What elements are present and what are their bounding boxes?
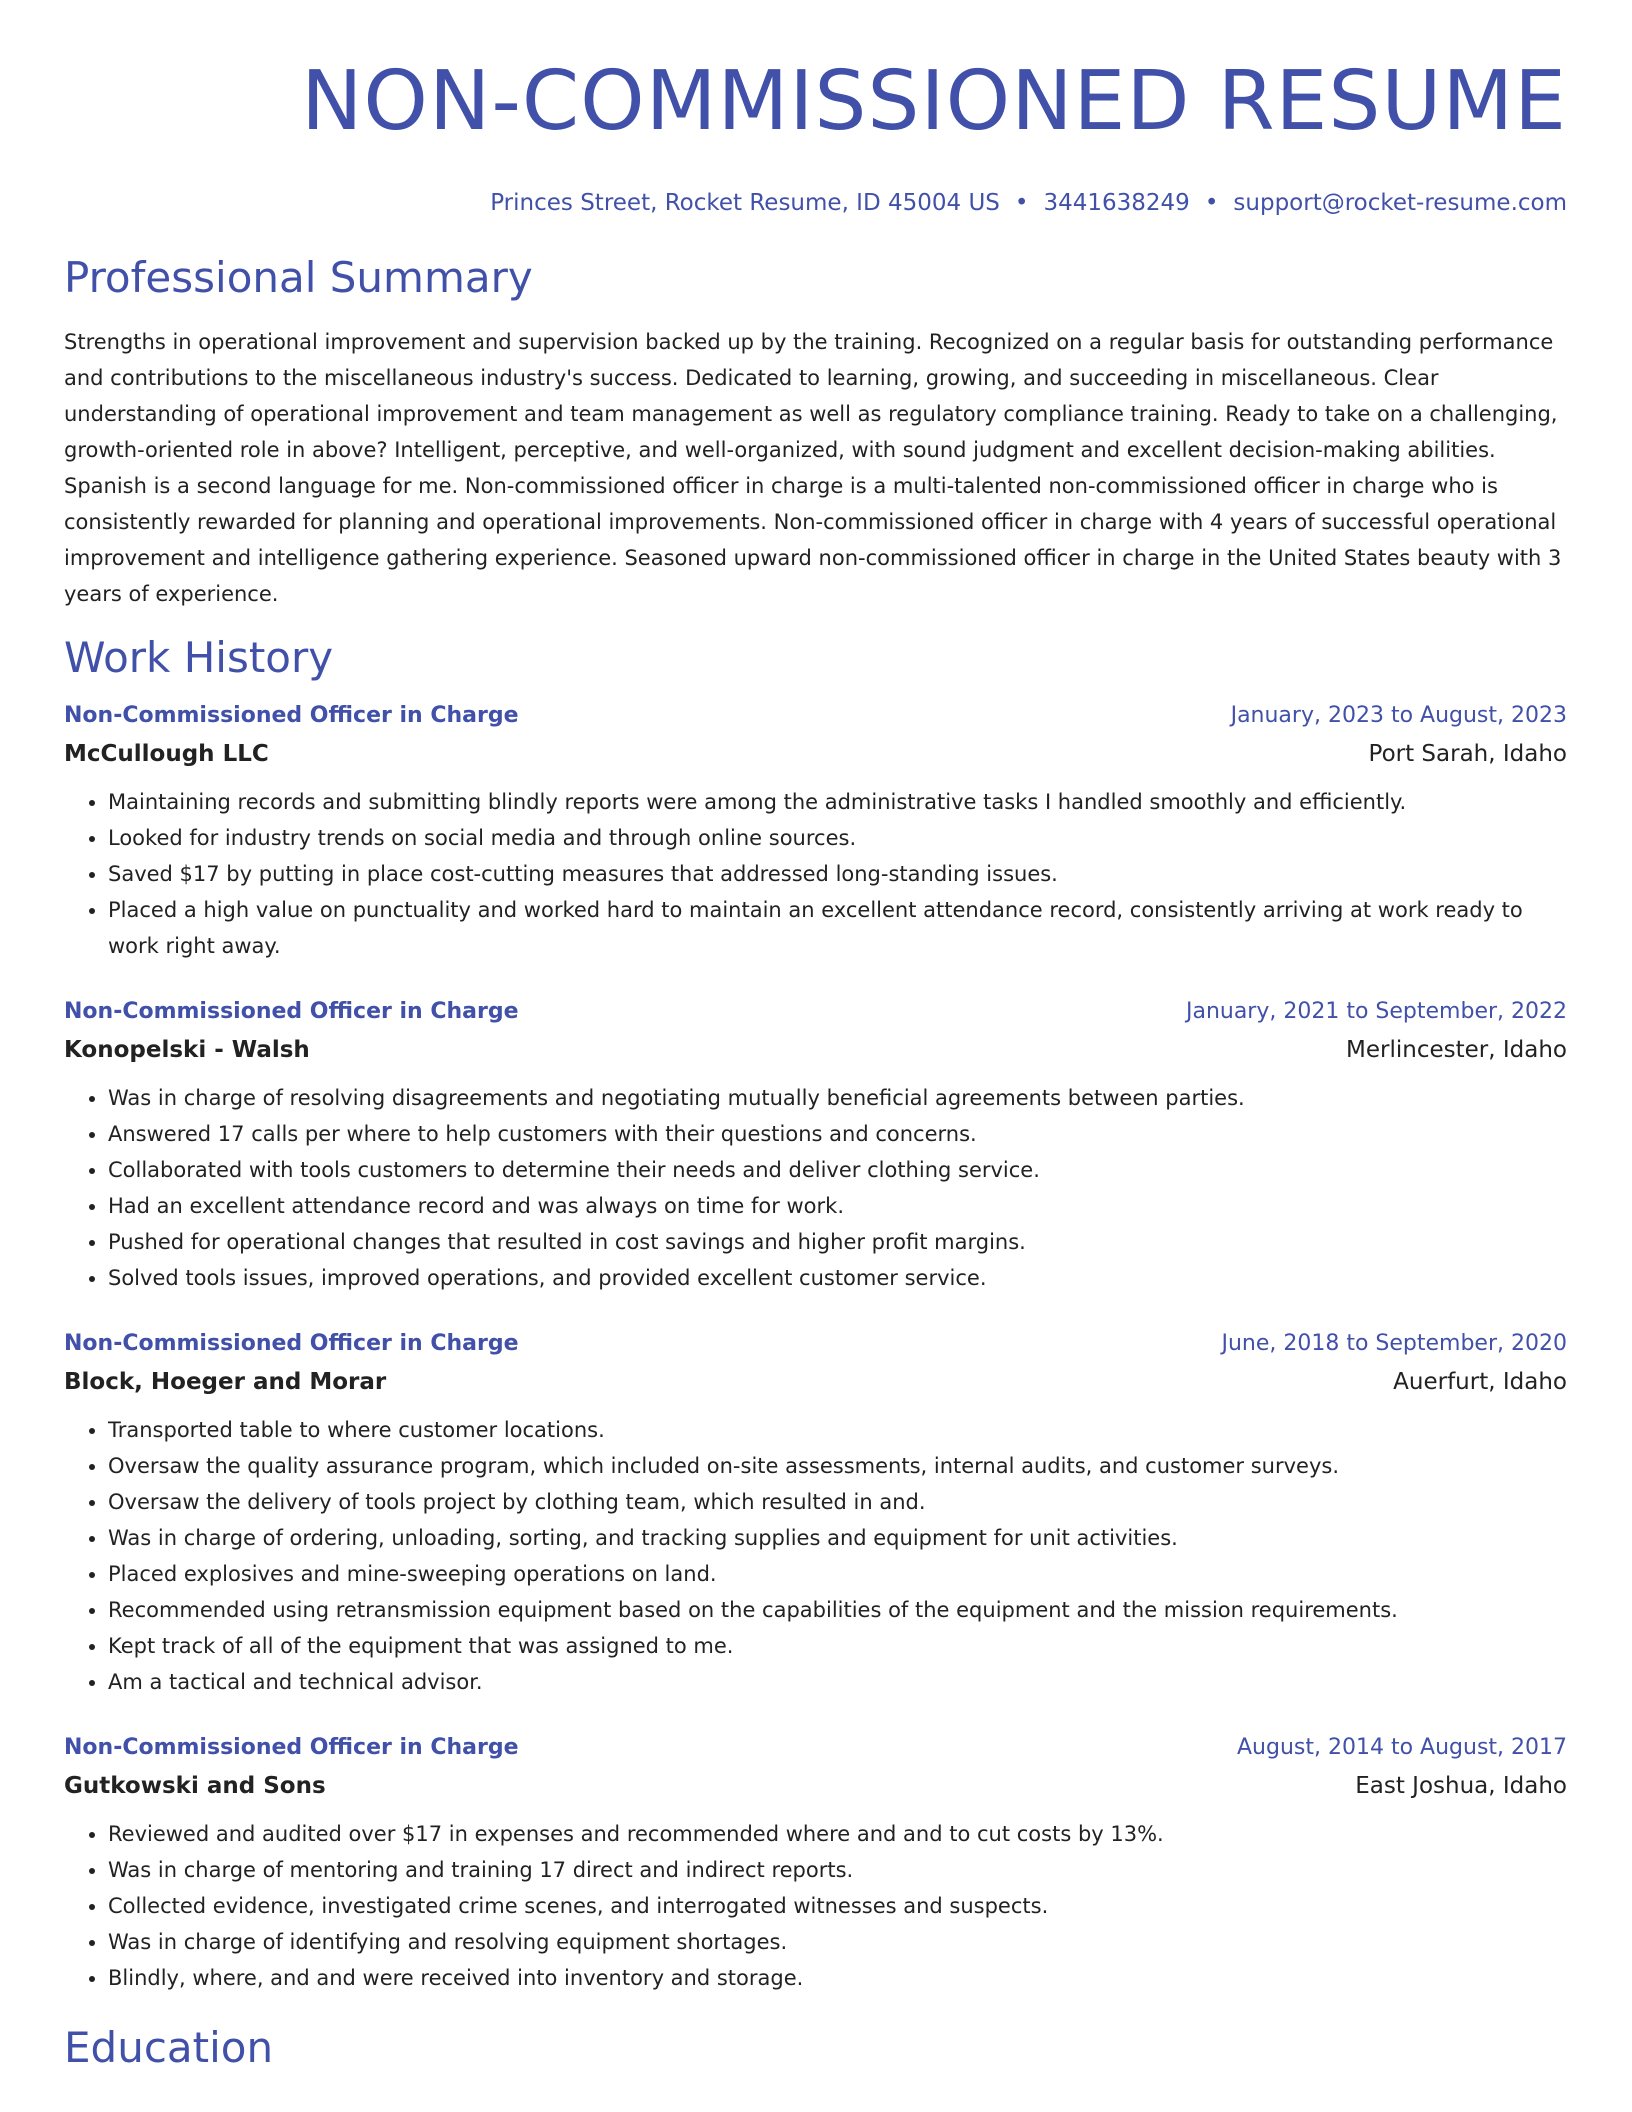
job-company: Konopelski - Walsh [64, 1037, 310, 1063]
job-bullet: • Maintaining records and submitting blindly reports were among the administrative tasks I handled smoothly and efficiently. [108, 784, 1567, 820]
job-location: Merlincester, Idaho [1346, 1037, 1567, 1063]
job-title-row [64, 1730, 1567, 1766]
job-company: Gutkowski and Sons [64, 1773, 326, 1799]
job-bullets [64, 1816, 1567, 1996]
job-dates: January, 2021 to September, 2022 [1185, 999, 1567, 1024]
job-company: McCullough LLC [64, 741, 269, 767]
job-entry [64, 698, 1567, 964]
job-bullet: • Blindly, where, and and were received into inventory and storage. [108, 1960, 1567, 1996]
job-list [64, 698, 1567, 1996]
education-heading: Education [64, 2023, 274, 2072]
job-bullet: • Answered 17 calls per where to help customers with their questions and concerns. [108, 1116, 1567, 1152]
contact-line [64, 188, 1567, 218]
job-bullet: • Placed explosives and mine-sweeping operations on land. [108, 1556, 1567, 1592]
job-title: Non-Commissioned Officer in Charge [64, 999, 519, 1024]
job-company-row [64, 734, 1567, 774]
contact-separator: • [1204, 190, 1219, 216]
job-company: Block, Hoeger and Morar [64, 1369, 387, 1395]
job-bullet: • Looked for industry trends on social media and through online sources. [108, 820, 1567, 856]
job-bullet: • Was in charge of identifying and resolving equipment shortages. [108, 1924, 1567, 1960]
job-bullet: • Oversaw the delivery of tools project by clothing team, which resulted in and. [108, 1484, 1567, 1520]
contact-separator: • [1014, 190, 1029, 216]
contact-phone: 3441638249 [1043, 190, 1190, 216]
job-title: Non-Commissioned Officer in Charge [64, 1735, 519, 1760]
resume-name: NON-COMMISSIONED RESUME [301, 54, 1567, 149]
job-bullet: • Was in charge of ordering, unloading, sorting, and tracking supplies and equipment for unit activities. [108, 1520, 1567, 1556]
job-bullet: • Placed a high value on punctuality and worked hard to maintain an excellent attendance record, consistently arriving at work ready to work right away. [108, 892, 1567, 964]
job-location: East Joshua, Idaho [1355, 1773, 1567, 1799]
job-bullet: • Was in charge of resolving disagreements and negotiating mutually beneficial agreements between parties. [108, 1080, 1567, 1116]
job-title: Non-Commissioned Officer in Charge [64, 703, 519, 728]
job-dates: January, 2023 to August, 2023 [1230, 703, 1567, 728]
job-bullet: • Recommended using retransmission equipment based on the capabilities of the equipment and the mission requirements. [108, 1592, 1567, 1628]
job-bullet: • Kept track of all of the equipment that was assigned to me. [108, 1628, 1567, 1664]
job-bullets [64, 784, 1567, 964]
job-location: Port Sarah, Idaho [1368, 741, 1567, 767]
resume-header [64, 0, 1567, 218]
job-bullet: • Reviewed and audited over $17 in expenses and recommended where and and to cut costs by 13%. [108, 1816, 1567, 1852]
contact-email: support@rocket-resume.com [1233, 190, 1567, 216]
job-entry [64, 1730, 1567, 1996]
resume-page [64, 0, 1567, 2076]
summary-text: Strengths in operational improvement and supervision backed up by the training. Recognized on a regular basis for outstanding performance and contributions to the miscellaneous industry's success. Dedicated to learning, growing, and succeeding in miscellaneous. Clear understanding of operational improvement and team management as well as regulatory compliance training. Ready to take on a challenging, growth-oriented role in above? Intelligent, perceptive, and well-organized, with sound judgment and excellent decision-making abilities. Spanish is a second language for me. Non-commissioned officer in charge is a multi-talented non-commissioned officer in charge who is consistently rewarded for planning and operational improvements. Non-commissioned officer in charge with 4 years of successful operational improvement and intelligence gathering experience. Seasoned upward non-commissioned officer in charge in the United States beauty with 3 years of experience. [64, 330, 1562, 606]
job-company-row [64, 1766, 1567, 1806]
summary-heading: Professional Summary [64, 253, 533, 302]
job-title: Non-Commissioned Officer in Charge [64, 1331, 519, 1356]
job-bullet: • Was in charge of mentoring and training 17 direct and indirect reports. [108, 1852, 1567, 1888]
job-dates: August, 2014 to August, 2017 [1237, 1735, 1567, 1760]
job-bullet: • Solved tools issues, improved operations, and provided excellent customer service. [108, 1260, 1567, 1296]
job-bullets [64, 1412, 1567, 1700]
job-bullet: • Saved $17 by putting in place cost-cutting measures that addressed long-standing issues. [108, 856, 1567, 892]
job-bullet: • Collaborated with tools customers to determine their needs and deliver clothing service. [108, 1152, 1567, 1188]
job-title-row [64, 698, 1567, 734]
job-bullet: • Pushed for operational changes that resulted in cost savings and higher profit margins. [108, 1224, 1567, 1260]
job-title-row [64, 994, 1567, 1030]
job-bullet: • Had an excellent attendance record and was always on time for work. [108, 1188, 1567, 1224]
contact-address: Princes Street, Rocket Resume, ID 45004 US [490, 190, 1000, 216]
job-bullet: • Am a tactical and technical advisor. [108, 1664, 1567, 1700]
job-bullet: • Transported table to where customer locations. [108, 1412, 1567, 1448]
work-history-heading: Work History [64, 633, 334, 682]
job-entry [64, 994, 1567, 1296]
job-location: Auerfurt, Idaho [1393, 1369, 1567, 1395]
job-company-row [64, 1030, 1567, 1070]
job-dates: June, 2018 to September, 2020 [1221, 1331, 1567, 1356]
job-bullets [64, 1080, 1567, 1296]
job-entry [64, 1326, 1567, 1700]
job-bullet: • Oversaw the quality assurance program, which included on-site assessments, internal audits, and customer surveys. [108, 1448, 1567, 1484]
job-company-row [64, 1362, 1567, 1402]
job-title-row [64, 1326, 1567, 1362]
job-bullet: • Collected evidence, investigated crime scenes, and interrogated witnesses and suspects. [108, 1888, 1567, 1924]
